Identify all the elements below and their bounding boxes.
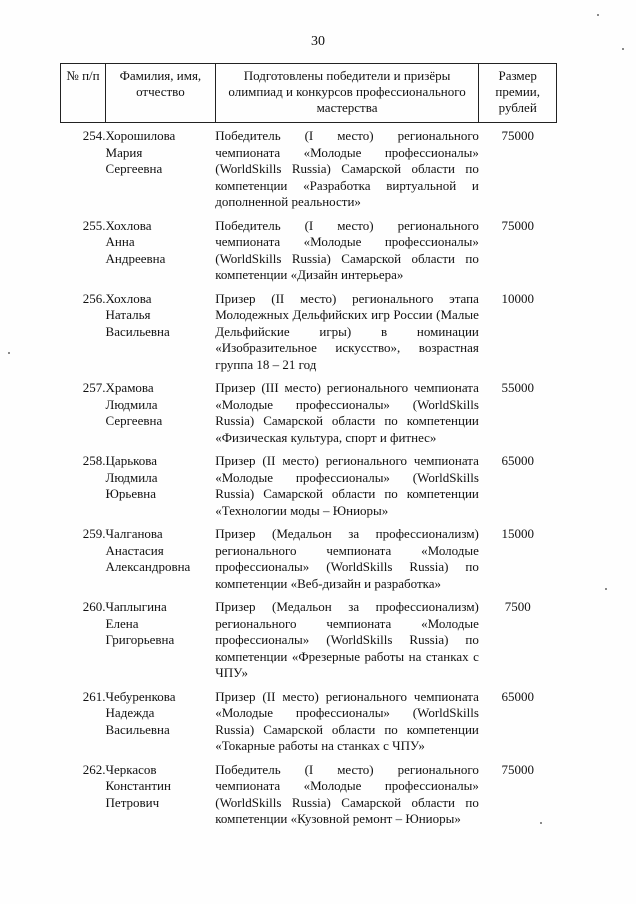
patronymic: Александровна xyxy=(105,559,191,574)
header-name: Фамилия, имя, отчество xyxy=(106,64,216,123)
page-number: 30 xyxy=(311,34,325,49)
row-number: 254. xyxy=(82,128,106,143)
row-number: 255. xyxy=(82,217,106,233)
row-prize-amount: 75000 xyxy=(501,128,534,143)
row-prize-amount: 75000 xyxy=(501,217,534,233)
row-number: 260. xyxy=(82,599,106,614)
row-full-name xyxy=(106,682,216,755)
first-name: Наталья xyxy=(105,307,151,322)
patronymic: Васильевна xyxy=(105,721,170,737)
row-achievement: Победитель (I место) регионального чемпионата «Молодые профессионалы» (WorldSkills Russia) Самарской области по компетенции «Кузовной ремонт – Юниоры» xyxy=(215,761,479,826)
row-number: 256. xyxy=(82,290,106,306)
patronymic: Григорьевна xyxy=(105,632,175,647)
row-full-name xyxy=(106,519,216,592)
patronymic: Юрьевна xyxy=(105,486,156,501)
first-name: Людмила xyxy=(105,396,158,412)
row-number: 261. xyxy=(82,688,106,704)
row-prize-amount: 7500 xyxy=(504,599,531,614)
first-name: Надежда xyxy=(105,705,155,720)
row-full-name xyxy=(106,123,216,211)
scan-speck xyxy=(622,48,624,50)
surname: Царькова xyxy=(105,453,158,468)
scan-speck xyxy=(8,352,10,354)
row-number: 258. xyxy=(82,453,106,468)
row-full-name xyxy=(106,755,216,828)
scan-speck xyxy=(597,14,599,16)
row-achievement: Призер (II место) регионального этапа Молодежных Дельфийских игр России (Малые Дельфийские игры) в номинации «Изобразительное искусство», возрастная группа 18 – 21 год xyxy=(215,290,479,372)
row-achievement: Призер (Медальон за профессионализм) регионального чемпионата «Молодые профессионалы» (WorldSkills Russia) по компетенции «Веб-дизайн и разработка» xyxy=(215,526,479,591)
row-prize-amount: 65000 xyxy=(501,688,534,704)
scan-speck xyxy=(540,822,542,824)
surname: Чалганова xyxy=(105,526,163,541)
awards-table xyxy=(60,63,557,828)
row-prize-amount: 15000 xyxy=(501,526,534,541)
row-achievement: Призер (Медальон за профессионализм) регионального чемпионата «Молодые профессионалы» (WorldSkills Russia) по компетенции «Фрезерные работы на станках с ЧПУ» xyxy=(215,599,479,680)
surname: Чаплыгина xyxy=(105,599,167,614)
table-row xyxy=(61,519,557,592)
table-body xyxy=(61,123,557,828)
row-full-name xyxy=(106,211,216,284)
table-row xyxy=(61,123,557,211)
row-number: 259. xyxy=(82,526,106,541)
first-name: Анна xyxy=(105,234,135,249)
table-header-row xyxy=(61,64,557,123)
row-achievement: Призер (II место) регионального чемпионата «Молодые профессионалы» (WorldSkills Russia) Самарской области по компетенции «Токарные работы на станках с ЧПУ» xyxy=(215,688,479,753)
surname: Храмова xyxy=(105,380,154,395)
patronymic: Сергеевна xyxy=(105,413,163,428)
row-full-name xyxy=(106,284,216,374)
header-prize: Размер премии, рублей xyxy=(479,64,557,123)
table-row xyxy=(61,446,557,519)
first-name: Людмила xyxy=(105,469,158,485)
table-row xyxy=(61,755,557,828)
row-prize-amount: 10000 xyxy=(501,290,534,306)
row-achievement: Призер (III место) регионального чемпионата «Молодые профессионалы» (WorldSkills Russia) Самарской области по компетенции «Физическая культура, спорт и фитнес» xyxy=(215,380,479,445)
surname: Хохлова xyxy=(105,290,152,306)
header-description: Подготовлены победители и призёры олимпиад и конкурсов профессионального мастерства xyxy=(215,64,479,123)
row-prize-amount: 55000 xyxy=(501,380,534,395)
row-full-name xyxy=(106,592,216,682)
first-name: Константин xyxy=(105,778,171,793)
first-name: Анастасия xyxy=(105,542,164,558)
patronymic: Васильевна xyxy=(105,323,170,339)
surname: Хохлова xyxy=(105,217,152,233)
row-number: 262. xyxy=(82,761,106,777)
table-row xyxy=(61,284,557,374)
patronymic: Сергеевна xyxy=(105,161,163,176)
table-row xyxy=(61,211,557,284)
surname: Черкасов xyxy=(105,761,157,777)
row-achievement: Победитель (I место) регионального чемпионата «Молодые профессионалы» (WorldSkills Russia) Самарской области по компетенции «Дизайн интерьера» xyxy=(215,217,479,282)
surname: Чебуренкова xyxy=(105,688,176,704)
table-row xyxy=(61,373,557,446)
table-row xyxy=(61,682,557,755)
header-num: № п/п xyxy=(61,64,106,123)
scan-speck xyxy=(605,588,607,590)
row-achievement: Победитель (I место) регионального чемпионата «Молодые профессионалы» (WorldSkills Russia) Самарской области по компетенции «Разработка виртуальной и дополненной реальности» xyxy=(215,128,479,209)
patronymic: Петрович xyxy=(105,794,160,810)
first-name: Мария xyxy=(105,144,143,160)
row-full-name xyxy=(106,373,216,446)
row-achievement: Призер (II место) регионального чемпионата «Молодые профессионалы» (WorldSkills Russia) Самарской области по компетенции «Технологии моды – Юниоры» xyxy=(215,453,479,518)
row-number: 257. xyxy=(82,380,106,395)
first-name: Елена xyxy=(105,615,139,631)
surname: Хорошилова xyxy=(105,128,176,143)
table-row xyxy=(61,592,557,682)
row-full-name xyxy=(106,446,216,519)
row-prize-amount: 75000 xyxy=(501,761,534,777)
row-prize-amount: 65000 xyxy=(501,453,534,468)
patronymic: Андреевна xyxy=(105,250,166,266)
